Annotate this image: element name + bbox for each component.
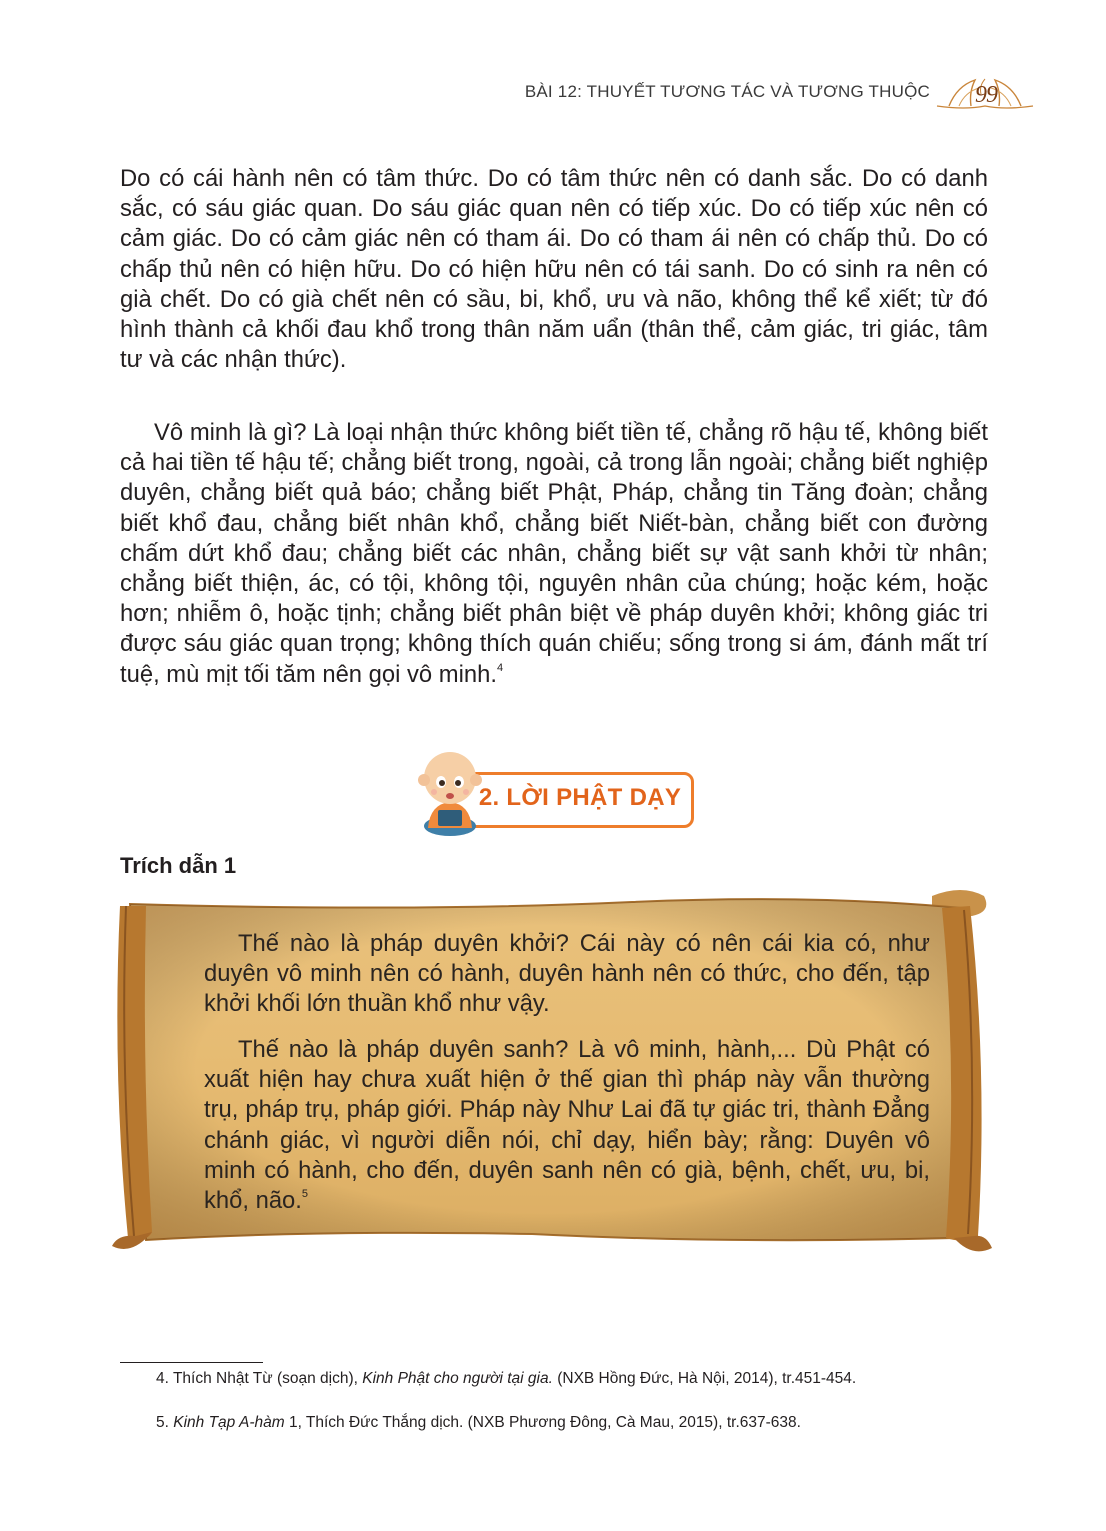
running-header bbox=[0, 76, 1106, 116]
quote-paragraph-2 bbox=[204, 1035, 930, 1216]
page-number: 99 bbox=[975, 82, 997, 108]
footnote-divider bbox=[120, 1362, 263, 1363]
citation-heading: Trích dẫn 1 bbox=[120, 853, 237, 878]
footnote-5-number: 5. bbox=[156, 1414, 174, 1431]
body-paragraph-2-text: Vô minh là gì? Là loại nhận thức không biết tiền tế, chẳng rõ hậu tế, không biết cả hai tiền tế hậu tế; chẳng biết trong, ngoài, cả trong lẫn ngoài; chẳng biết nghiệp duyên, chẳng biết quả báo; chẳng biết Phật, Pháp, chẳng tin Tăng đoàn; chẳng biết khổ đau, chẳng biết nhân khổ, chẳng biết Niết-bàn, chẳng biết con đường chấm dứt khổ đau; chẳng biết các nhân, chẳng biết sự vật sanh khởi từ nhân; chẳng biết thiện, ác, có tội, không tội, nguyên nhân của chúng; hoặc kém, hoặc hơn; nhiễm ô, hoặc tịnh; chẳng biết phân biệt về pháp duyên khởi; không giác tri được sáu giác quan trọng; không thích quán chiếu; sống trong si ám, đánh mất trí tuệ, mù mịt tối tăm nên gọi vô minh. bbox=[120, 419, 988, 688]
footnote-ref-4: 4 bbox=[496, 661, 504, 674]
footnote-5-publisher: 1, Thích Đức Thắng dịch. (NXB Phương Đông, Cà Mau, 2015), tr.637-638. bbox=[284, 1414, 801, 1431]
footnote-ref-5: 5 bbox=[301, 1188, 309, 1201]
section-badge bbox=[410, 740, 700, 840]
section-title: 2. LỜI PHẬT DẠY bbox=[478, 784, 682, 811]
quote-paragraph-1: Thế nào là pháp duyên khởi? Cái này có nên cái kia có, như duyên vô minh nên có hành, duyên hành nên có thức, cho đến, tập khởi khối lớn thuần khổ như vậy. bbox=[204, 930, 930, 1018]
body-paragraph-2 bbox=[120, 418, 988, 690]
chapter-title: BÀI 12: THUYẾT TƯƠNG TÁC VÀ TƯƠNG THUỘC bbox=[524, 82, 930, 101]
footnote-4-publisher: (NXB Hồng Đức, Hà Nội, 2014), tr.451-454. bbox=[552, 1370, 857, 1387]
footnote-5-title: Kinh Tạp A-hàm bbox=[173, 1414, 285, 1431]
footnote-4-author: 4. Thích Nhật Từ (soạn dịch), bbox=[156, 1370, 363, 1387]
footnote-4-title: Kinh Phật cho người tại gia. bbox=[362, 1370, 553, 1387]
footnote-5 bbox=[120, 1412, 990, 1433]
footnote-4 bbox=[120, 1368, 990, 1389]
body-paragraph-1: Do có cái hành nên có tâm thức. Do có tâm thức nên có danh sắc. Do có danh sắc, có sáu giác quan. Do sáu giác quan nên có tiếp xúc. Do có tiếp xúc nên có cảm giác. Do có cảm giác nên có tham ái. Do có tham ái nên có chấp thủ. Do có chấp thủ nên có hiện hữu. Do có hiện hữu nên có tái sanh. Do có sinh ra nên có già chết. Do có già chết nên có sầu, bi, khổ, ưu và não, không thể kể xiết; từ đó hình thành cả khối đau khổ trong thân năm uẩn (thân thể, cảm giác, tri giác, tâm tư và các nhận thức). bbox=[120, 165, 988, 374]
quote-paragraph-2-text: Thế nào là pháp duyên sanh? Là vô minh, hành,... Dù Phật có xuất hiện hay chưa xuất hiện ở thế gian thì pháp này vẫn thường trụ, pháp trụ, pháp giới. Pháp này Như Lai đã tự giác tri, thành Đẳng chánh giác, vì người diễn nói, chỉ dạy, hiển bày; rằng: Duyên vô minh có hành, cho đến, duyên sanh nên có già, bệnh, chết, ưu, bi, khổ, não. bbox=[204, 1036, 930, 1215]
